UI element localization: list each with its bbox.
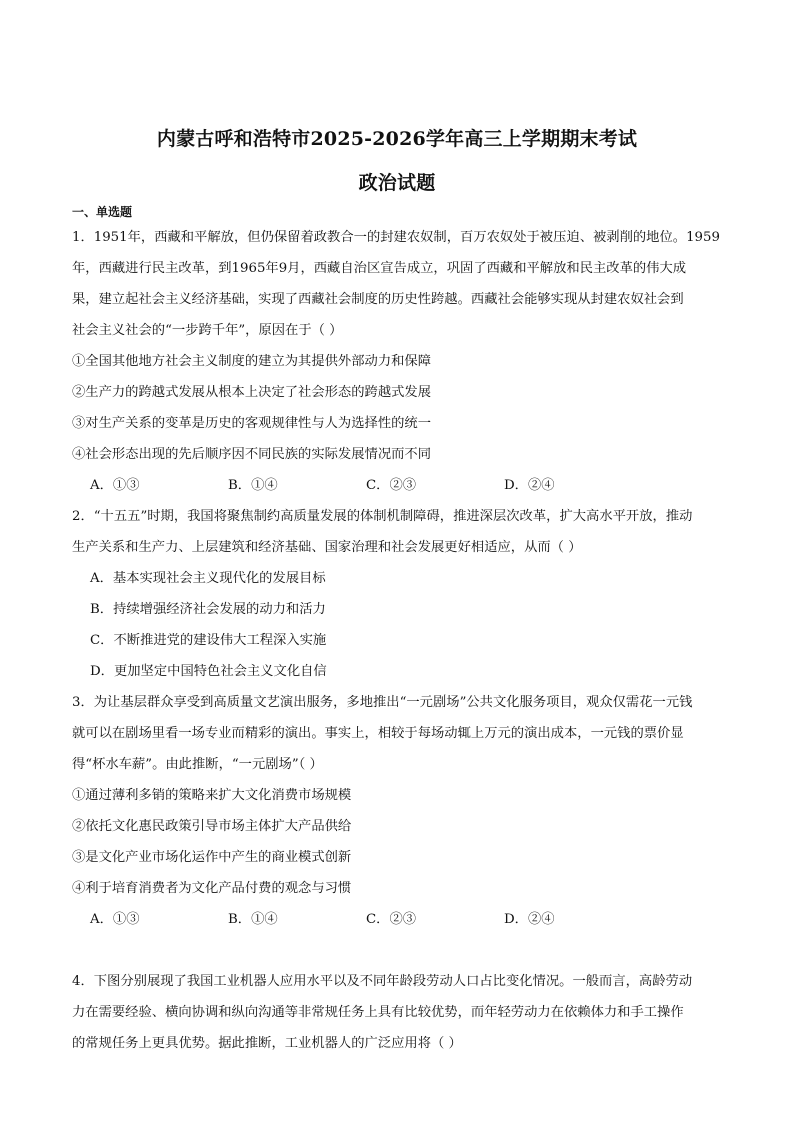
- question-1-option-c[interactable]: C．②③: [366, 478, 417, 493]
- question-3-stem-line: 就可以在剧场里看一场专业而精彩的演出。事实上，相较于每场动辄上万元的演出成本，一元钱的票价显: [72, 726, 684, 741]
- question-3-options: [72, 904, 722, 935]
- question-3-option-c[interactable]: C．②③: [366, 912, 417, 927]
- question-1-options: [72, 470, 722, 501]
- question-1-stem-line: 社会主义社会的“一步跨千年”，原因在于（ ）: [72, 323, 343, 338]
- question-1-item: ④社会形态出现的先后顺序因不同民族的实际发展情况而不同: [72, 447, 432, 462]
- question-1-stem-line: 果，建立起社会主义经济基础，实现了西藏社会制度的历史性跨越。西藏社会能够实现从封建农奴社会到: [72, 292, 684, 307]
- question-1-item: ①全国其他地方社会主义制度的建立为其提供外部动力和保障: [72, 354, 432, 369]
- question-3-item: ③是文化产业市场化运作中产生的商业模式创新: [72, 850, 352, 865]
- question-3-item: ①通过薄利多销的策略来扩大文化消费市场规模: [72, 788, 352, 803]
- question-3-stem-line: 得“杯水车薪”。由此推断，“一元剧场”（ ）: [72, 757, 323, 772]
- section-heading: 一、单选题: [72, 205, 133, 219]
- question-3: [72, 687, 722, 935]
- question-4-stem-line: 力在需要经验、横向协调和纵向沟通等非常规任务上具有比较优势，而年轻劳动力在依赖体力和手工操作: [72, 1005, 684, 1020]
- question-2-option-c[interactable]: C．不断推进党的建设伟大工程深入实施: [90, 633, 327, 648]
- page-subtitle: 政治试题: [358, 172, 436, 194]
- question-1-item: ②生产力的跨越式发展从根本上决定了社会形态的跨越式发展: [72, 385, 432, 400]
- question-3-option-d[interactable]: D．②④: [504, 912, 555, 927]
- question-1: [72, 222, 722, 501]
- question-4-stem-line: 4．下图分别展现了我国工业机器人应用水平以及不同年龄段劳动人口占比变化情况。一般而言，高龄劳动: [72, 974, 693, 989]
- question-2-option-a[interactable]: A．基本实现社会主义现代化的发展目标: [90, 571, 326, 586]
- question-1-option-b[interactable]: B．①④: [228, 478, 278, 493]
- question-1-option-d[interactable]: D．②④: [504, 478, 555, 493]
- question-3-item: ②依托文化惠民政策引导市场主体扩大产品供给: [72, 819, 352, 834]
- question-1-stem-line: 1．1951年，西藏和平解放，但仍保留着政教合一的封建农奴制，百万农奴处于被压迫、被剥削的地位。1959: [72, 230, 720, 245]
- question-4-stem-line: 的常规任务上更具优势。据此推断，工业机器人的广泛应用将（ ）: [72, 1036, 462, 1051]
- question-1-item: ③对生产关系的变革是历史的客观规律性与人为选择性的统一: [72, 416, 432, 431]
- question-1-option-a[interactable]: A．①③: [90, 478, 140, 493]
- question-3-option-b[interactable]: B．①④: [228, 912, 278, 927]
- question-3-stem-line: 3．为让基层群众享受到高质量文艺演出服务，多地推出“一元剧场”公共文化服务项目，观众仅需花一元钱: [72, 695, 693, 710]
- question-2-stem-line: 生产关系和生产力、上层建筑和经济基础、国家治理和社会发展更好相适应，从而（ ）: [72, 540, 582, 555]
- question-2-option-d[interactable]: D．更加坚定中国特色社会主义文化自信: [90, 664, 327, 679]
- question-3-option-a[interactable]: A．①③: [90, 912, 140, 927]
- question-2: [72, 501, 722, 687]
- question-2-stem-line: 2．“十五五”时期，我国将聚焦制约高质量发展的体制机制障碍，推进深层次改革，扩大高水平开放，推动: [72, 509, 693, 524]
- question-4: [72, 966, 722, 1059]
- question-2-option-b[interactable]: B．持续增强经济社会发展的动力和活力: [90, 602, 326, 617]
- page-title: 内蒙古呼和浩特市2025-2026学年高三上学期期末考试: [156, 128, 638, 150]
- question-3-item: ④利于培育消费者为文化产品付费的观念与习惯: [72, 881, 352, 896]
- question-1-stem-line: 年，西藏进行民主改革，到1965年9月，西藏自治区宣告成立，巩固了西藏和平解放和民主改革的伟大成: [72, 261, 687, 276]
